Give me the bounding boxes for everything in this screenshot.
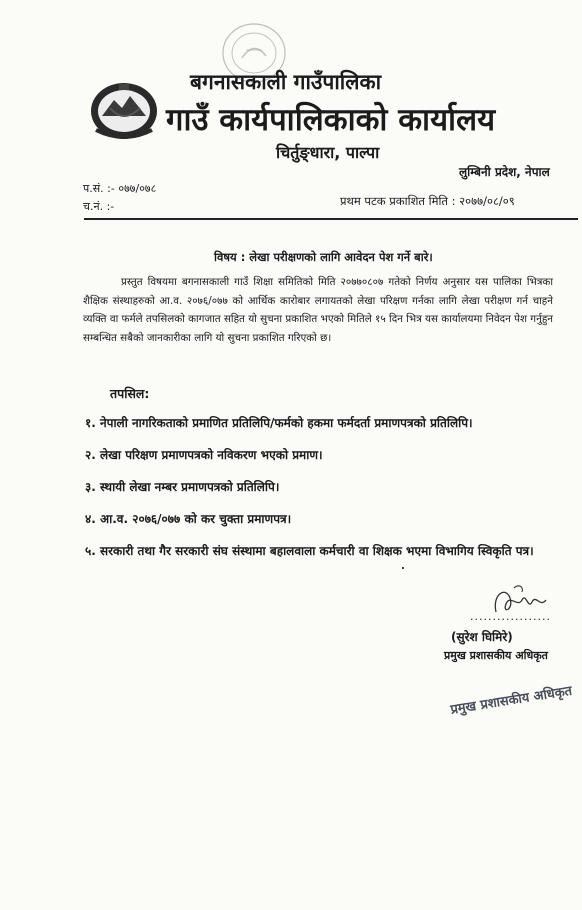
- details-heading: तपसिल:: [110, 386, 150, 401]
- notice-body: प्रस्तुत विषयमा बगनासकाली गाउँ शिक्षा समितिको मिति २०७७०८०७ गतेको निर्णय अनुसार यस पालिका भित्रका शैक्षिक संस्थाहरुको आ.व. २०७६/०७७ को आर्थिक कारोबार लगायतको लेखा परिक्षण गर्नका लागि लेखा परीक्षण गर्न चाहने व्यक्ति वा फर्मले तपसिलको कागजात सहित यो सुचना प्रकाशित भएको मितिले १५ दिन भित्र यस कार्यालयमा निवेदन पेश गर्नुहुन सम्बन्धित सबैको जानकारीका लागि यो सुचना प्रकाशित गरिएको छ।: [83, 276, 553, 344]
- publication-date: प्रथम पटक प्रकाशित मिति : २०७७/०८/०९: [340, 194, 515, 208]
- office-address: चिर्तुङ्धारा, पाल्पा: [276, 143, 380, 162]
- designation-stamp: प्रमुख प्रशासकीय अधिकृत: [449, 683, 574, 718]
- signatory-title: प्रमुख प्रशासकीय अधिकृत: [444, 649, 548, 662]
- letter-number: प.सं. :- ०७७/०७८: [83, 182, 157, 195]
- requirement-item: ५. सरकारी तथा गैर सरकारी संघ संस्थामा बहालवाला कर्मचारी वा शिक्षक भएमा विभागिय स्विकृति पत्र।: [85, 544, 534, 558]
- signature-line: ..................: [470, 610, 551, 623]
- requirement-item: १. नेपाली नागरिकताको प्रमाणित प्रतिलिपि/फर्मको हकमा फर्मदर्ता प्रमाणपत्रको प्रतिलिपि।: [85, 416, 473, 430]
- scan-speck: [402, 567, 404, 569]
- requirement-item: ४. आ.व. २०७६/०७७ को कर चुक्ता प्रमाणपत्र।: [85, 512, 292, 526]
- province-label: लुम्बिनी प्रदेश, नेपाल: [459, 165, 550, 179]
- municipality-name: बगनासकाली गाउँपालिका: [190, 70, 382, 94]
- nepal-emblem-icon: [88, 78, 160, 142]
- dispatch-number: च.नं. :-: [83, 200, 115, 213]
- requirement-item: ३. स्थायी लेखा नम्बर प्रमाणपत्रको प्रतिलिपि।: [85, 480, 280, 494]
- requirement-item: २. लेखा परिक्षण प्रमाणपत्रको नविकरण भएको प्रमाण।: [85, 448, 323, 462]
- notice-subject: विषय : लेखा परीक्षणको लागि आवेदन पेश गर्ने बारे।: [214, 250, 433, 264]
- signatory-name: (सुरेश घिमिरे): [451, 630, 513, 644]
- office-title: गाउँ कार्यपालिकाको कार्यालय: [166, 102, 496, 138]
- header-divider: [84, 218, 578, 220]
